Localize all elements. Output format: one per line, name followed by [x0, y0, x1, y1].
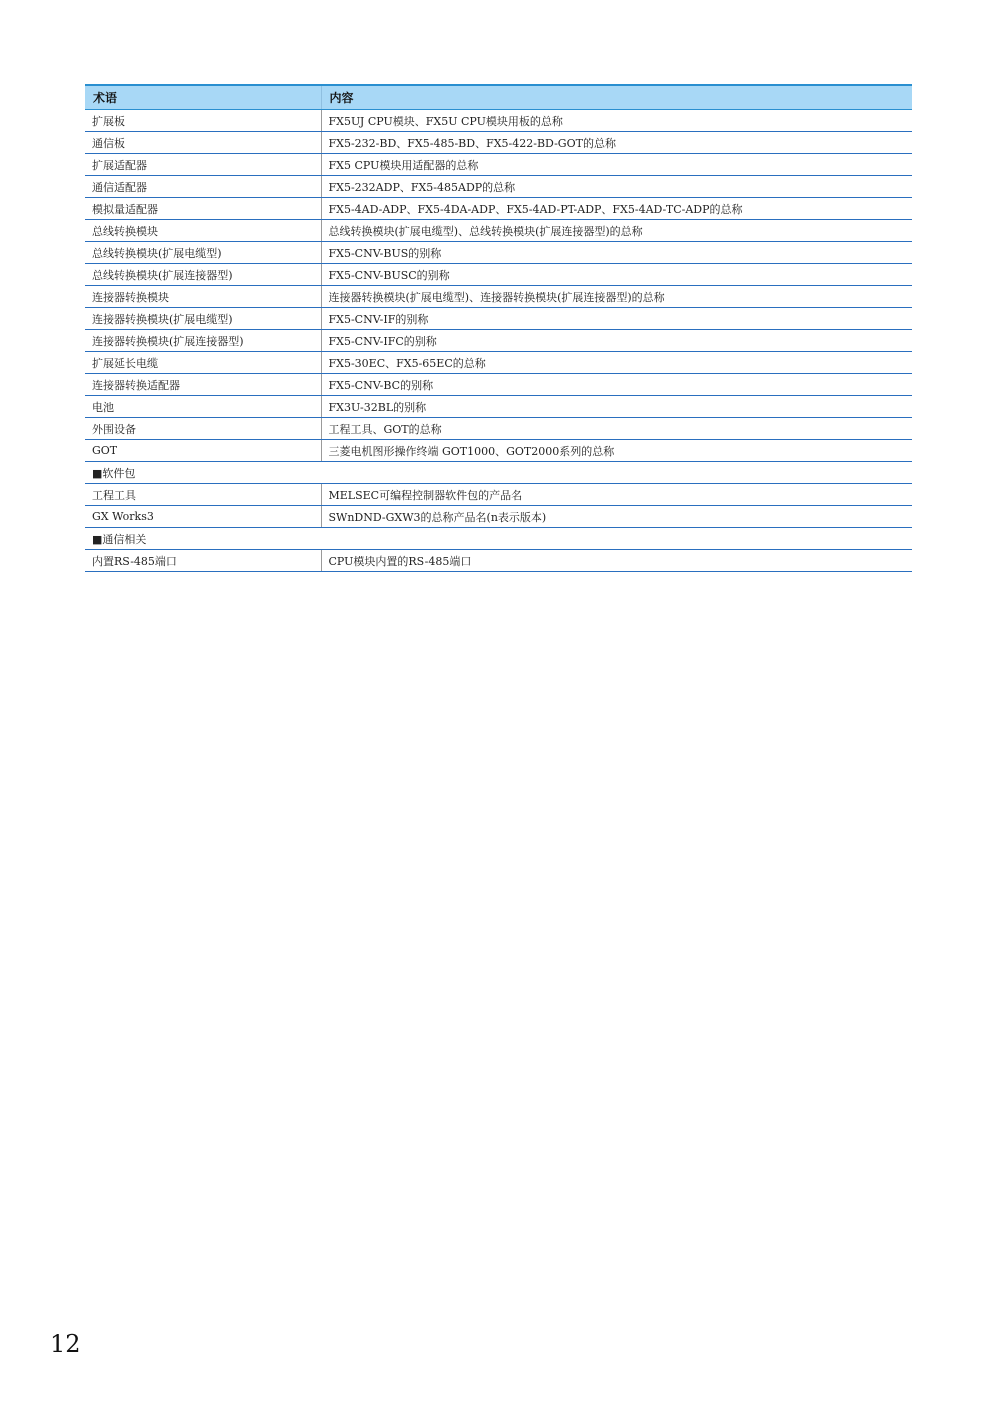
- term-cell: 连接器转换模块(扩展电缆型): [85, 308, 321, 330]
- term-cell: 内置RS-485端口: [85, 550, 321, 572]
- content-cell: FX5-CNV-IFC的别称: [321, 330, 912, 352]
- content-cell: FX5-CNV-BC的别称: [321, 374, 912, 396]
- term-cell: 总线转换模块(扩展连接器型): [85, 264, 321, 286]
- table-row: [85, 550, 912, 572]
- section-row-software: [85, 462, 912, 484]
- term-cell: 扩展延长电缆: [85, 352, 321, 374]
- content-cell: FX5-4AD-ADP、FX5-4DA-ADP、FX5-4AD-PT-ADP、FX5-4AD-TC-ADP的总称: [321, 198, 912, 220]
- table-row: [85, 484, 912, 506]
- content-cell: 连接器转换模块(扩展电缆型)、连接器转换模块(扩展连接器型)的总称: [321, 286, 912, 308]
- term-cell: 扩展板: [85, 110, 321, 132]
- table-row: [85, 330, 912, 352]
- term-cell: GOT: [85, 440, 321, 462]
- table-row: [85, 110, 912, 132]
- table-row: [85, 352, 912, 374]
- table-row: [85, 242, 912, 264]
- term-cell: GX Works3: [85, 506, 321, 528]
- term-cell: 扩展适配器: [85, 154, 321, 176]
- table-row: [85, 418, 912, 440]
- content-cell: CPU模块内置的RS-485端口: [321, 550, 912, 572]
- content-cell: FX5 CPU模块用适配器的总称: [321, 154, 912, 176]
- page-number: 12: [50, 1330, 81, 1358]
- table-row: [85, 506, 912, 528]
- table-row: [85, 308, 912, 330]
- content-cell: FX5-232-BD、FX5-485-BD、FX5-422-BD-GOT的总称: [321, 132, 912, 154]
- content-cell: 工程工具、GOT的总称: [321, 418, 912, 440]
- table-row: [85, 198, 912, 220]
- term-cell: 连接器转换适配器: [85, 374, 321, 396]
- term-cell: 通信适配器: [85, 176, 321, 198]
- table-row: [85, 132, 912, 154]
- content-cell: FX5-CNV-BUSC的别称: [321, 264, 912, 286]
- content-cell: 三菱电机图形操作终端 GOT1000、GOT2000系列的总称: [321, 440, 912, 462]
- table-row: [85, 176, 912, 198]
- table-row: [85, 374, 912, 396]
- section-row-communication: [85, 528, 912, 550]
- table-row: [85, 264, 912, 286]
- table-row: [85, 154, 912, 176]
- term-cell: 总线转换模块(扩展电缆型): [85, 242, 321, 264]
- content-cell: FX5-30EC、FX5-65EC的总称: [321, 352, 912, 374]
- content-cell: FX5-232ADP、FX5-485ADP的总称: [321, 176, 912, 198]
- section-heading-software: ■软件包: [85, 462, 912, 484]
- table-row: [85, 396, 912, 418]
- term-cell: 模拟量适配器: [85, 198, 321, 220]
- term-cell: 工程工具: [85, 484, 321, 506]
- term-cell: 外围设备: [85, 418, 321, 440]
- section-heading-communication: ■通信相关: [85, 528, 912, 550]
- content-cell: FX3U-32BL的别称: [321, 396, 912, 418]
- content-cell: FX5-CNV-BUS的别称: [321, 242, 912, 264]
- header-term: 术语: [85, 85, 321, 110]
- table-row: [85, 220, 912, 242]
- glossary-table: [85, 84, 912, 572]
- term-cell: 通信板: [85, 132, 321, 154]
- table-row: [85, 440, 912, 462]
- term-cell: 电池: [85, 396, 321, 418]
- table-header-row: [85, 85, 912, 110]
- term-cell: 连接器转换模块: [85, 286, 321, 308]
- content-cell: MELSEC可编程控制器软件包的产品名: [321, 484, 912, 506]
- header-content: 内容: [321, 85, 912, 110]
- term-cell: 总线转换模块: [85, 220, 321, 242]
- content-cell: FX5UJ CPU模块、FX5U CPU模块用板的总称: [321, 110, 912, 132]
- content-cell: FX5-CNV-IF的别称: [321, 308, 912, 330]
- content-cell: SWnDND-GXW3的总称产品名(n表示版本): [321, 506, 912, 528]
- table-row: [85, 286, 912, 308]
- content-cell: 总线转换模块(扩展电缆型)、总线转换模块(扩展连接器型)的总称: [321, 220, 912, 242]
- term-cell: 连接器转换模块(扩展连接器型): [85, 330, 321, 352]
